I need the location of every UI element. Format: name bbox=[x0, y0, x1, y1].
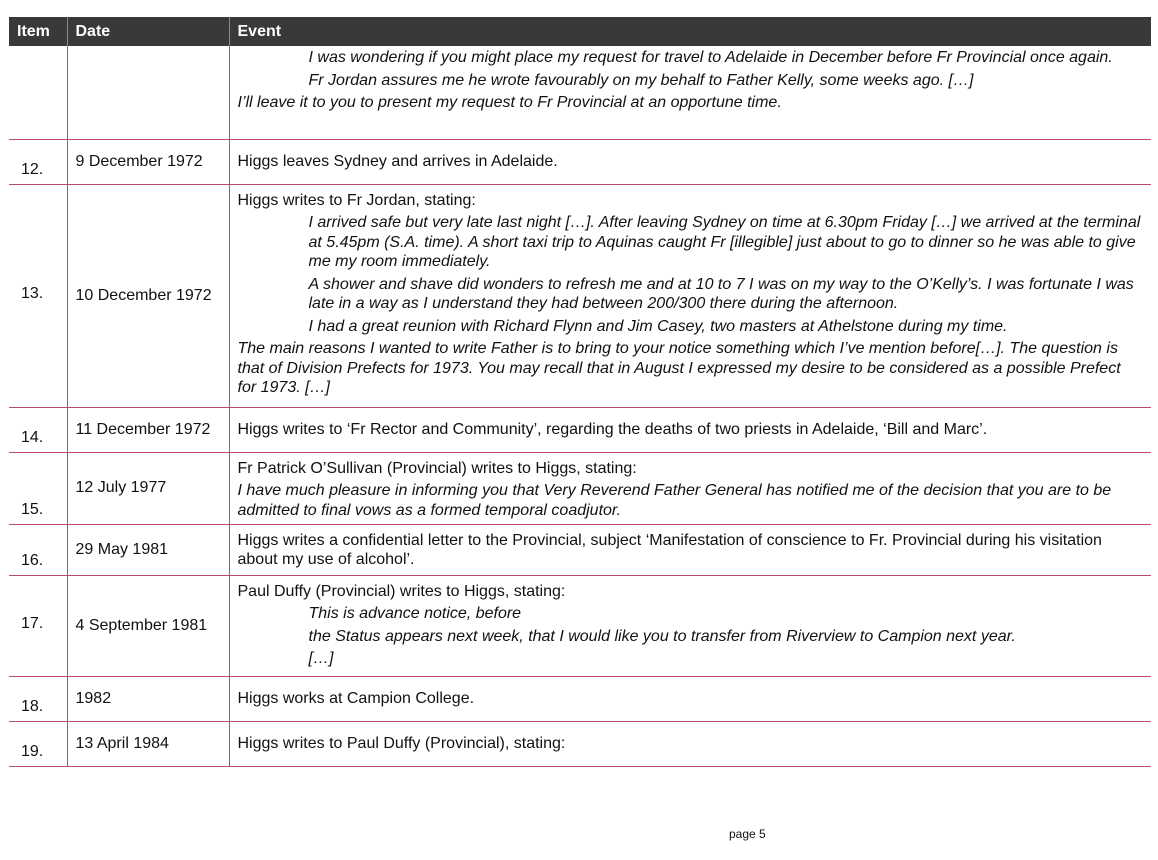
header-item: Item bbox=[9, 17, 67, 46]
date-cell bbox=[67, 46, 229, 139]
table-row bbox=[9, 46, 1151, 139]
event-text: Higgs writes to ‘Fr Rector and Community’, regarding the deaths of two priests in Adelaide, ‘Bill and Marc’. bbox=[237, 420, 988, 438]
date-cell: 4 September 1981 bbox=[67, 575, 229, 676]
header-date: Date bbox=[67, 17, 229, 46]
event-quote: This is advance notice, before bbox=[308, 605, 522, 622]
date-cell: 13 April 1984 bbox=[67, 721, 229, 766]
event-quote: I had a great reunion with Richard Flynn and Jim Casey, two masters at Athelstone during my time. bbox=[308, 317, 1008, 335]
table-row bbox=[9, 524, 1151, 575]
event-text: Higgs works at Campion College. bbox=[237, 689, 475, 707]
event-text: Higgs writes a confidential letter to the Provincial, subject ‘Manifestation of conscience to Fr. Provincial during his visitation about my use of alcohol’. bbox=[237, 531, 1102, 568]
event-cell bbox=[229, 452, 1151, 524]
item-cell: 16. bbox=[9, 524, 67, 575]
event-cell bbox=[229, 184, 1151, 407]
date-cell: 12 July 1977 bbox=[67, 452, 229, 524]
table-row bbox=[9, 575, 1151, 676]
event-cell bbox=[229, 721, 1151, 766]
event-text: Higgs writes to Fr Jordan, stating: bbox=[237, 191, 476, 209]
item-cell bbox=[9, 46, 67, 139]
date-cell: 10 December 1972 bbox=[67, 184, 229, 407]
event-quote: I arrived safe but very late last night […]. After leaving Sydney on time at 6.30pm Friday […] we arrived at the terminal at 5.45pm (S.A. time). A short taxi trip to Aquinas caught Fr [illegible] just about to go to dinner so he was able to give me my room immediately. bbox=[308, 214, 1141, 270]
event-text: Higgs writes to Paul Duffy (Provincial), stating: bbox=[237, 734, 566, 752]
table-row bbox=[9, 139, 1151, 184]
item-cell: 13. bbox=[9, 184, 67, 407]
item-cell: 14. bbox=[9, 407, 67, 452]
page-number: page 5 bbox=[729, 827, 766, 841]
date-cell: 29 May 1981 bbox=[67, 524, 229, 575]
event-text: Paul Duffy (Provincial) writes to Higgs, stating: bbox=[237, 582, 566, 600]
table-row bbox=[9, 452, 1151, 524]
event-text: Fr Patrick O’Sullivan (Provincial) writes to Higgs, stating: bbox=[237, 459, 637, 477]
event-quote: I have much pleasure in informing you that Very Reverend Father General has notified me of the decision that you are to be admitted to final vows as a formed temporal coadjutor. bbox=[237, 482, 1112, 519]
chronology-table bbox=[9, 17, 1151, 767]
table-row bbox=[9, 184, 1151, 407]
event-cell bbox=[229, 575, 1151, 676]
item-cell: 15. bbox=[9, 452, 67, 524]
event-quote: Fr Jordan assures me he wrote favourably on my behalf to Father Kelly, some weeks ago. […] bbox=[308, 71, 974, 89]
event-cell bbox=[229, 524, 1151, 575]
table-header-row bbox=[9, 17, 1151, 46]
event-quote: A shower and shave did wonders to refresh me and at 10 to 7 I was on my way to the O’Kelly’s. I was fortunate I was late in a way as I understand they had between 200/300 there during the afternoon. bbox=[308, 275, 1134, 312]
event-quote: I was wondering if you might place my request for travel to Adelaide in December before Fr Provincial once again. bbox=[308, 49, 1113, 66]
event-quote: the Status appears next week, that I would like you to transfer from Riverview to Campion next year. bbox=[308, 627, 1016, 645]
event-cell bbox=[229, 46, 1151, 139]
item-cell: 18. bbox=[9, 676, 67, 721]
date-cell: 9 December 1972 bbox=[67, 139, 229, 184]
event-text: Higgs leaves Sydney and arrives in Adelaide. bbox=[237, 152, 558, 170]
event-cell bbox=[229, 676, 1151, 721]
event-cell bbox=[229, 139, 1151, 184]
item-cell: 12. bbox=[9, 139, 67, 184]
event-cell bbox=[229, 407, 1151, 452]
table-row bbox=[9, 676, 1151, 721]
date-cell: 11 December 1972 bbox=[67, 407, 229, 452]
table-row bbox=[9, 721, 1151, 766]
event-quote: […] bbox=[308, 650, 334, 667]
event-quote: I’ll leave it to you to present my request to Fr Provincial at an opportune time. bbox=[237, 94, 782, 111]
table-row bbox=[9, 407, 1151, 452]
header-event: Event bbox=[229, 17, 1151, 46]
event-quote: The main reasons I wanted to write Father is to bring to your notice something which I’ve mention before[…]. The question is that of Division Prefects for 1973. You may recall that in August I expressed my desire to be considered as a possible Prefect for 1973. […] bbox=[237, 340, 1121, 396]
date-cell: 1982 bbox=[67, 676, 229, 721]
item-cell: 17. bbox=[9, 575, 67, 676]
item-cell: 19. bbox=[9, 721, 67, 766]
